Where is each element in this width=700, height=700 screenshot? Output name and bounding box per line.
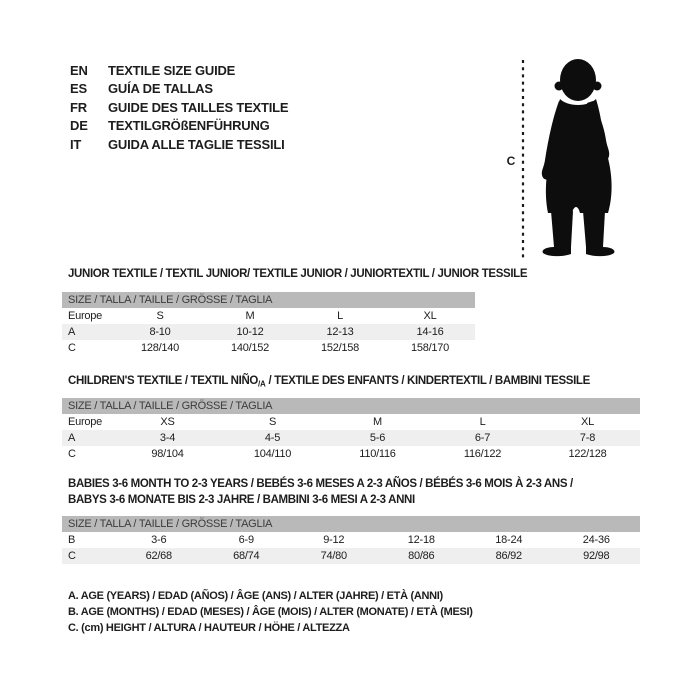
language-row-es [70,80,288,98]
children-heading-pre: CHILDREN'S TEXTILE / TEXTIL NIÑO [68,375,259,387]
size-cell: S [156,310,164,322]
size-cell: XL [581,416,594,428]
language-row-it [70,136,288,154]
footnotes [68,588,473,637]
row-label: Europe [68,310,102,322]
row-label: C [68,550,76,562]
children-heading-subscript: /A [258,379,266,389]
footnote-b: B. AGE (MONTHS) / EDAD (MESES) / ÂGE (MOIS) / ALTER (MONATE) / ETÀ (MESI) [68,606,473,619]
row-label: C [68,448,76,460]
size-cell: 5-6 [369,432,386,444]
language-row-en [70,62,288,80]
footnote-a: A. AGE (YEARS) / EDAD (AÑOS) / ÂGE (ANS) / ALTER (JAHRE) / ETÀ (ANNI) [68,590,443,602]
table-row-height [62,548,640,564]
size-cell: S [268,416,277,428]
size-cell: L [479,416,486,428]
table-row-europe [62,308,475,324]
size-cell: 158/170 [410,342,449,354]
size-header-bar: SIZE / TALLA / TAILLE / GRÖSSE / TAGLIA [62,292,475,308]
baby-silhouette-icon [505,55,630,263]
baby-silhouette-shape [542,59,615,256]
table-row-age-months [62,532,640,548]
language-code: EN [70,63,88,78]
size-cell: 80/86 [408,550,435,562]
size-cell: M [245,310,255,322]
size-cell: 3-6 [151,534,167,546]
language-row-fr [70,99,288,117]
size-cell: 122/128 [568,448,607,460]
size-cell: XL [423,310,437,322]
row-label: A [68,326,76,338]
babies-heading-line1: BABIES 3-6 MONTH TO 2-3 YEARS / BEBÉS 3-6 MESES A 2-3 AÑOS / BÉBÉS 3-6 MOIS À 2-3 ANS / [68,478,573,490]
babies-section-heading [68,476,573,509]
language-code: DE [70,118,88,134]
size-cell: 110/116 [359,448,396,460]
size-cell: XS [160,416,175,428]
size-cell: 7-8 [579,432,596,444]
language-label: GUIDA ALLE TAGLIE TESSILI [108,136,285,152]
size-cell: 12-13 [326,326,354,338]
language-label: TEXTILGRÖßENFÜHRUNG [108,118,270,134]
size-cell: 128/140 [140,342,179,354]
table-row-age [62,430,640,446]
size-cell: M [373,416,382,428]
size-cell: 8-10 [149,326,171,338]
language-label: TEXTILE SIZE GUIDE [108,63,236,78]
size-cell: 6-7 [474,432,491,444]
size-cell: 6-9 [238,534,254,546]
language-code: ES [70,81,87,97]
size-cell: 3-4 [159,432,176,444]
size-cell: 86/92 [495,550,522,562]
size-cell: 116/122 [463,448,502,460]
size-cell: 24-36 [582,534,610,546]
language-code: FR [70,99,87,115]
size-header-bar: SIZE / TALLA / TAILLE / GRÖSSE / TAGLIA [62,516,640,532]
language-list [70,62,288,154]
language-row-de [70,117,288,135]
table-row-age [62,324,475,340]
size-cell: 9-12 [323,534,345,546]
table-row-europe [62,414,640,430]
measure-label-c: C [506,154,516,168]
babies-heading-line2: BABYS 3-6 MONATE BIS 2-3 JAHRE / BAMBINI 3-6 MESI A 2-3 ANNI [68,494,415,507]
size-cell: 92/98 [583,550,610,562]
size-cell: 104/110 [253,448,292,460]
size-cell: 152/158 [320,342,359,354]
table-row-height [62,340,475,356]
size-cell: 18-24 [495,534,523,546]
junior-section-heading: JUNIOR TEXTILE / TEXTIL JUNIOR/ TEXTILE JUNIOR / JUNIORTEXTIL / JUNIOR TESSILE [68,268,528,280]
row-label: A [68,432,76,444]
size-header-bar: SIZE / TALLA / TAILLE / GRÖSSE / TAGLIA [62,398,640,414]
language-label: GUIDE DES TAILLES TEXTILE [108,99,289,115]
row-label: Europe [68,416,102,428]
size-cell: 14-16 [416,326,444,338]
size-cell: 62/68 [145,550,172,562]
size-cell: L [337,310,343,322]
children-heading-post: / TEXTILE DES ENFANTS / KINDERTEXTIL / BAMBINI TESSILE [265,375,590,387]
size-cell: 74/80 [320,550,347,562]
table-row-height [62,446,640,462]
children-section-heading [68,373,590,393]
row-label: C [68,342,76,354]
size-cell: 68/74 [233,550,260,562]
row-label: B [68,534,76,546]
language-code: IT [70,136,82,152]
footnote-c: C. (cm) HEIGHT / ALTURA / HAUTEUR / HÖHE / ALTEZZA [68,622,350,635]
size-cell: 12-18 [407,534,435,546]
size-cell: 140/152 [230,342,269,354]
children-size-table [62,398,640,462]
babies-size-table [62,516,640,564]
size-cell: 98/104 [151,448,184,460]
junior-size-table [62,292,475,356]
size-cell: 4-5 [264,432,281,444]
size-cell: 10-12 [236,326,264,338]
language-label: GUÍA DE TALLAS [108,81,213,97]
